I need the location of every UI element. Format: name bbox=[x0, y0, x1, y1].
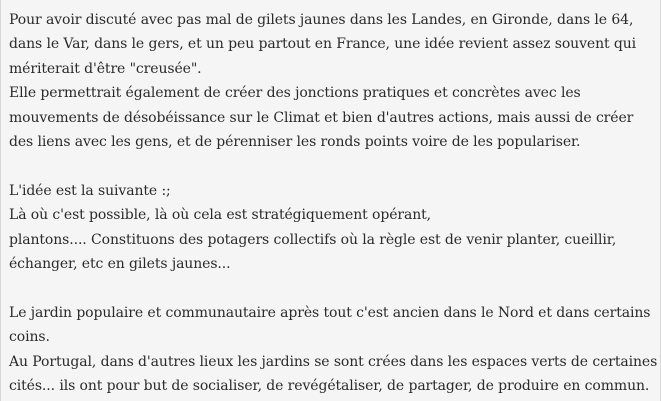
text-line: coins. bbox=[9, 329, 50, 346]
text-line: échanger, etc en gilets jaunes... bbox=[9, 256, 231, 273]
text-line: mériterait d'être "creusée". bbox=[9, 60, 202, 77]
text-line: mouvements de désobéissance sur le Climat et bien d'autres actions, mais aussi de créer bbox=[9, 109, 634, 126]
text-line: Pour avoir discuté avec pas mal de gilets jaunes dans les Landes, en Gironde, dans le 64, bbox=[9, 12, 634, 28]
text-line: dans le Var, dans le gers, et un peu partout en France, une idée revient assez souvent qui bbox=[9, 36, 637, 53]
paragraph-community-garden bbox=[9, 301, 658, 399]
text-line: L'idée est la suivante :; bbox=[9, 182, 171, 199]
text-line: Au Portugal, dans d'autres lieux les jardins se sont crées dans les espaces verts de certaines bbox=[9, 353, 658, 370]
text-line: cités... ils ont pour but de socialiser, de revégétaliser, de partager, de produire en commun. bbox=[9, 378, 650, 395]
paragraph-idea bbox=[9, 179, 648, 277]
text-line: plantons.... Constituons des potagers collectifs où la règle est de venir planter, cueillir, bbox=[9, 231, 617, 248]
paragraph-gap bbox=[9, 154, 648, 178]
text-line: des liens avec les gens, et de pérenniser les ronds points voire de les populariser. bbox=[9, 134, 581, 151]
text-line: Là où c'est possible, là où cela est stratégiquement opérant, bbox=[9, 207, 432, 224]
text-line: Elle permettrait également de créer des jonctions pratiques et concrètes avec les bbox=[9, 85, 581, 102]
paragraph-gap bbox=[9, 276, 648, 300]
text-line: Le jardin populaire et communautaire après tout c'est ancien dans le Nord et dans certains bbox=[9, 304, 651, 321]
paragraph-intro bbox=[9, 8, 648, 154]
